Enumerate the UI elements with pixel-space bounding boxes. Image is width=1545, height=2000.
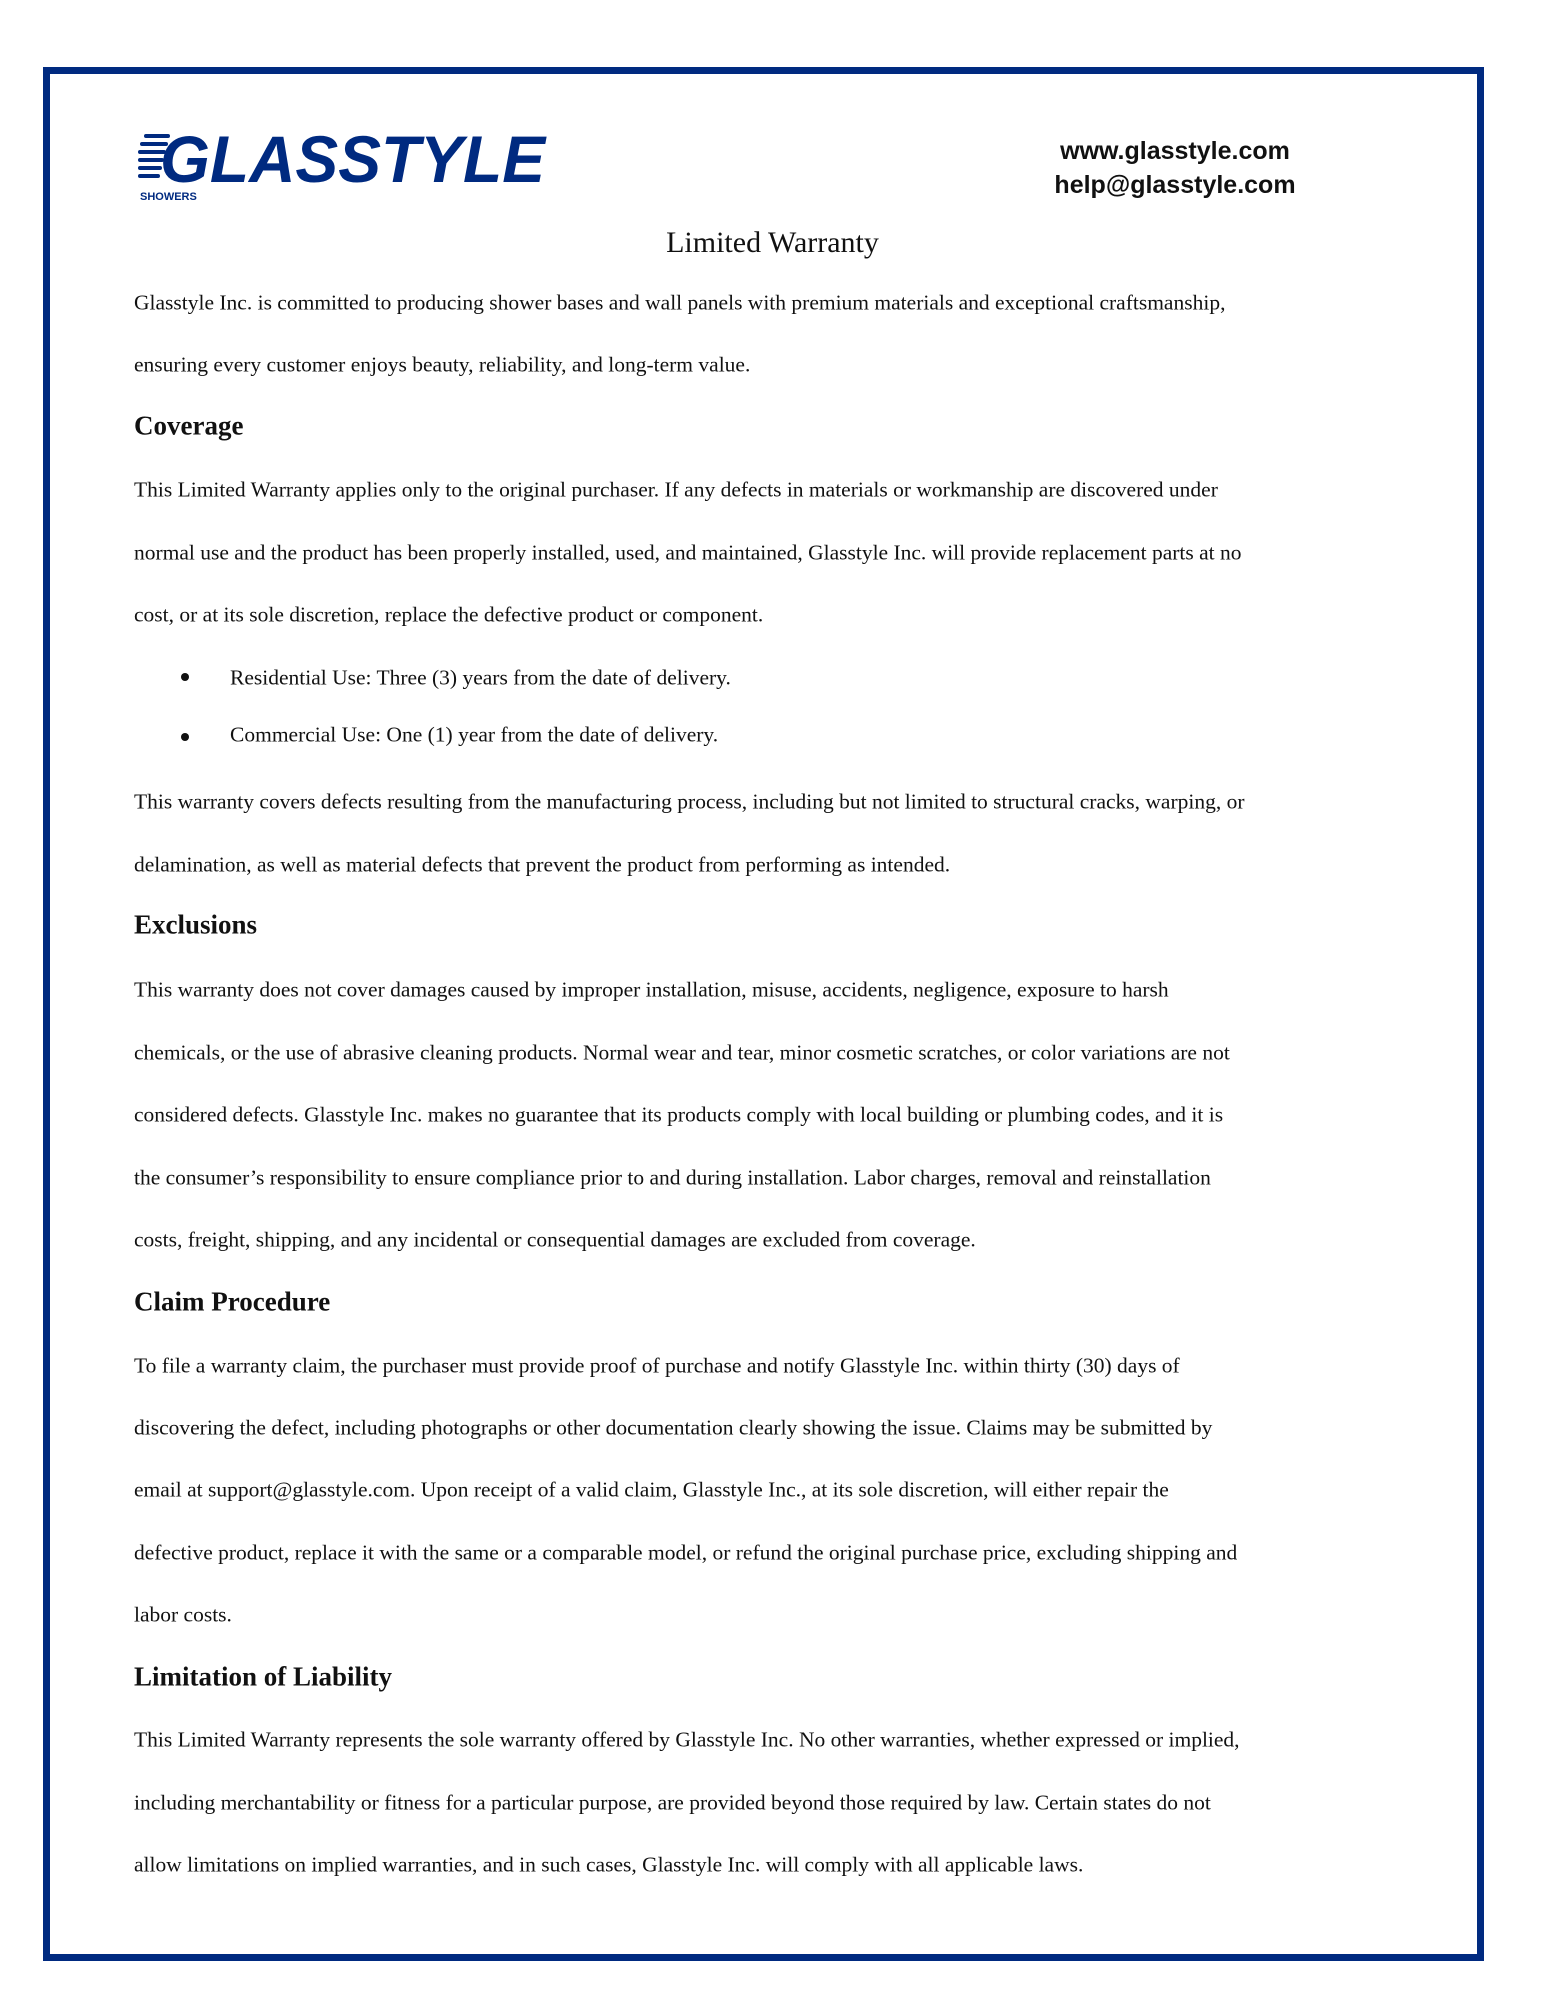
coverage-line: This warranty covers defects resulting from the manufacturing process, including but not limited to structural cracks, warping, or (134, 789, 1245, 814)
help-email-link[interactable]: help@glasstyle.com (1054, 171, 1296, 199)
liability-line: This Limited Warranty represents the sole warranty offered by Glasstyle Inc. No other warranties, whether expressed or implied, (134, 1727, 1240, 1752)
liability-line: allow limitations on implied warranties, and in such cases, Glasstyle Inc. will comply with all applicable laws. (134, 1852, 1084, 1877)
coverage-line: cost, or at its sole discretion, replace the defective product or component. (134, 602, 764, 627)
coverage-line: normal use and the product has been properly installed, used, and maintained, Glasstyle Inc. will provide replacement parts at no (134, 540, 1242, 565)
section-heading-exclusions: Exclusions (134, 909, 258, 940)
exclusions-line: costs, freight, shipping, and any incidental or consequential damages are excluded from coverage. (134, 1227, 976, 1252)
liability-line: including merchantability or fitness for a particular purpose, are provided beyond those required by law. Certain states do not (134, 1790, 1211, 1815)
intro-line: Glasstyle Inc. is committed to producing shower bases and wall panels with premium materials and exceptional craftsmanship, (134, 290, 1226, 315)
section-heading-coverage: Coverage (134, 410, 244, 441)
bullet-icon (181, 673, 189, 681)
exclusions-line: chemicals, or the use of abrasive cleaning products. Normal wear and tear, minor cosmetic scratches, or color variations are not (134, 1040, 1230, 1065)
exclusions-line: considered defects. Glasstyle Inc. makes no guarantee that its products comply with local building or plumbing codes, and it is (134, 1102, 1224, 1127)
intro-line: ensuring every customer enjoys beauty, reliability, and long-term value. (134, 352, 751, 377)
section-heading-claim-procedure: Claim Procedure (134, 1286, 331, 1317)
glasstyle-logo (138, 120, 548, 202)
coverage-line: This Limited Warranty applies only to the original purchaser. If any defects in materials or workmanship are discovered under (134, 477, 1218, 502)
coverage-bullet: Residential Use: Three (3) years from the date of delivery. (230, 665, 731, 690)
section-heading-limitation-of-liability: Limitation of Liability (134, 1661, 393, 1692)
logo-wordmark: GLASSTYLE (160, 122, 547, 196)
exclusions-line: This warranty does not cover damages caused by improper installation, misuse, accidents, negligence, exposure to harsh (134, 977, 1169, 1002)
logo-speed-line (138, 166, 162, 170)
coverage-line: delamination, as well as material defects that prevent the product from performing as intended. (134, 852, 951, 877)
exclusions-line: the consumer’s responsibility to ensure compliance prior to and during installation. Labor charges, removal and reinstallation (134, 1165, 1211, 1190)
coverage-bullet: Commercial Use: One (1) year from the date of delivery. (230, 722, 719, 747)
claim-line: email at support@glasstyle.com. Upon receipt of a valid claim, Glasstyle Inc., at its sole discretion, will either repair the (134, 1477, 1169, 1502)
bullet-icon (181, 733, 189, 741)
claim-line: To file a warranty claim, the purchaser must provide proof of purchase and notify Glasstyle Inc. within thirty (30) days of (134, 1353, 1180, 1378)
claim-line: defective product, replace it with the same or a comparable model, or refund the original purchase price, excluding shipping and (134, 1540, 1238, 1565)
claim-line: discovering the defect, including photographs or other documentation clearly showing the issue. Claims may be submitted by (134, 1415, 1213, 1440)
logo-speed-line (138, 174, 160, 178)
claim-line: labor costs. (134, 1602, 232, 1627)
document-title: Limited Warranty (666, 226, 879, 259)
website-link[interactable]: www.glasstyle.com (1060, 137, 1290, 165)
logo-subtext: SHOWERS (140, 191, 197, 202)
